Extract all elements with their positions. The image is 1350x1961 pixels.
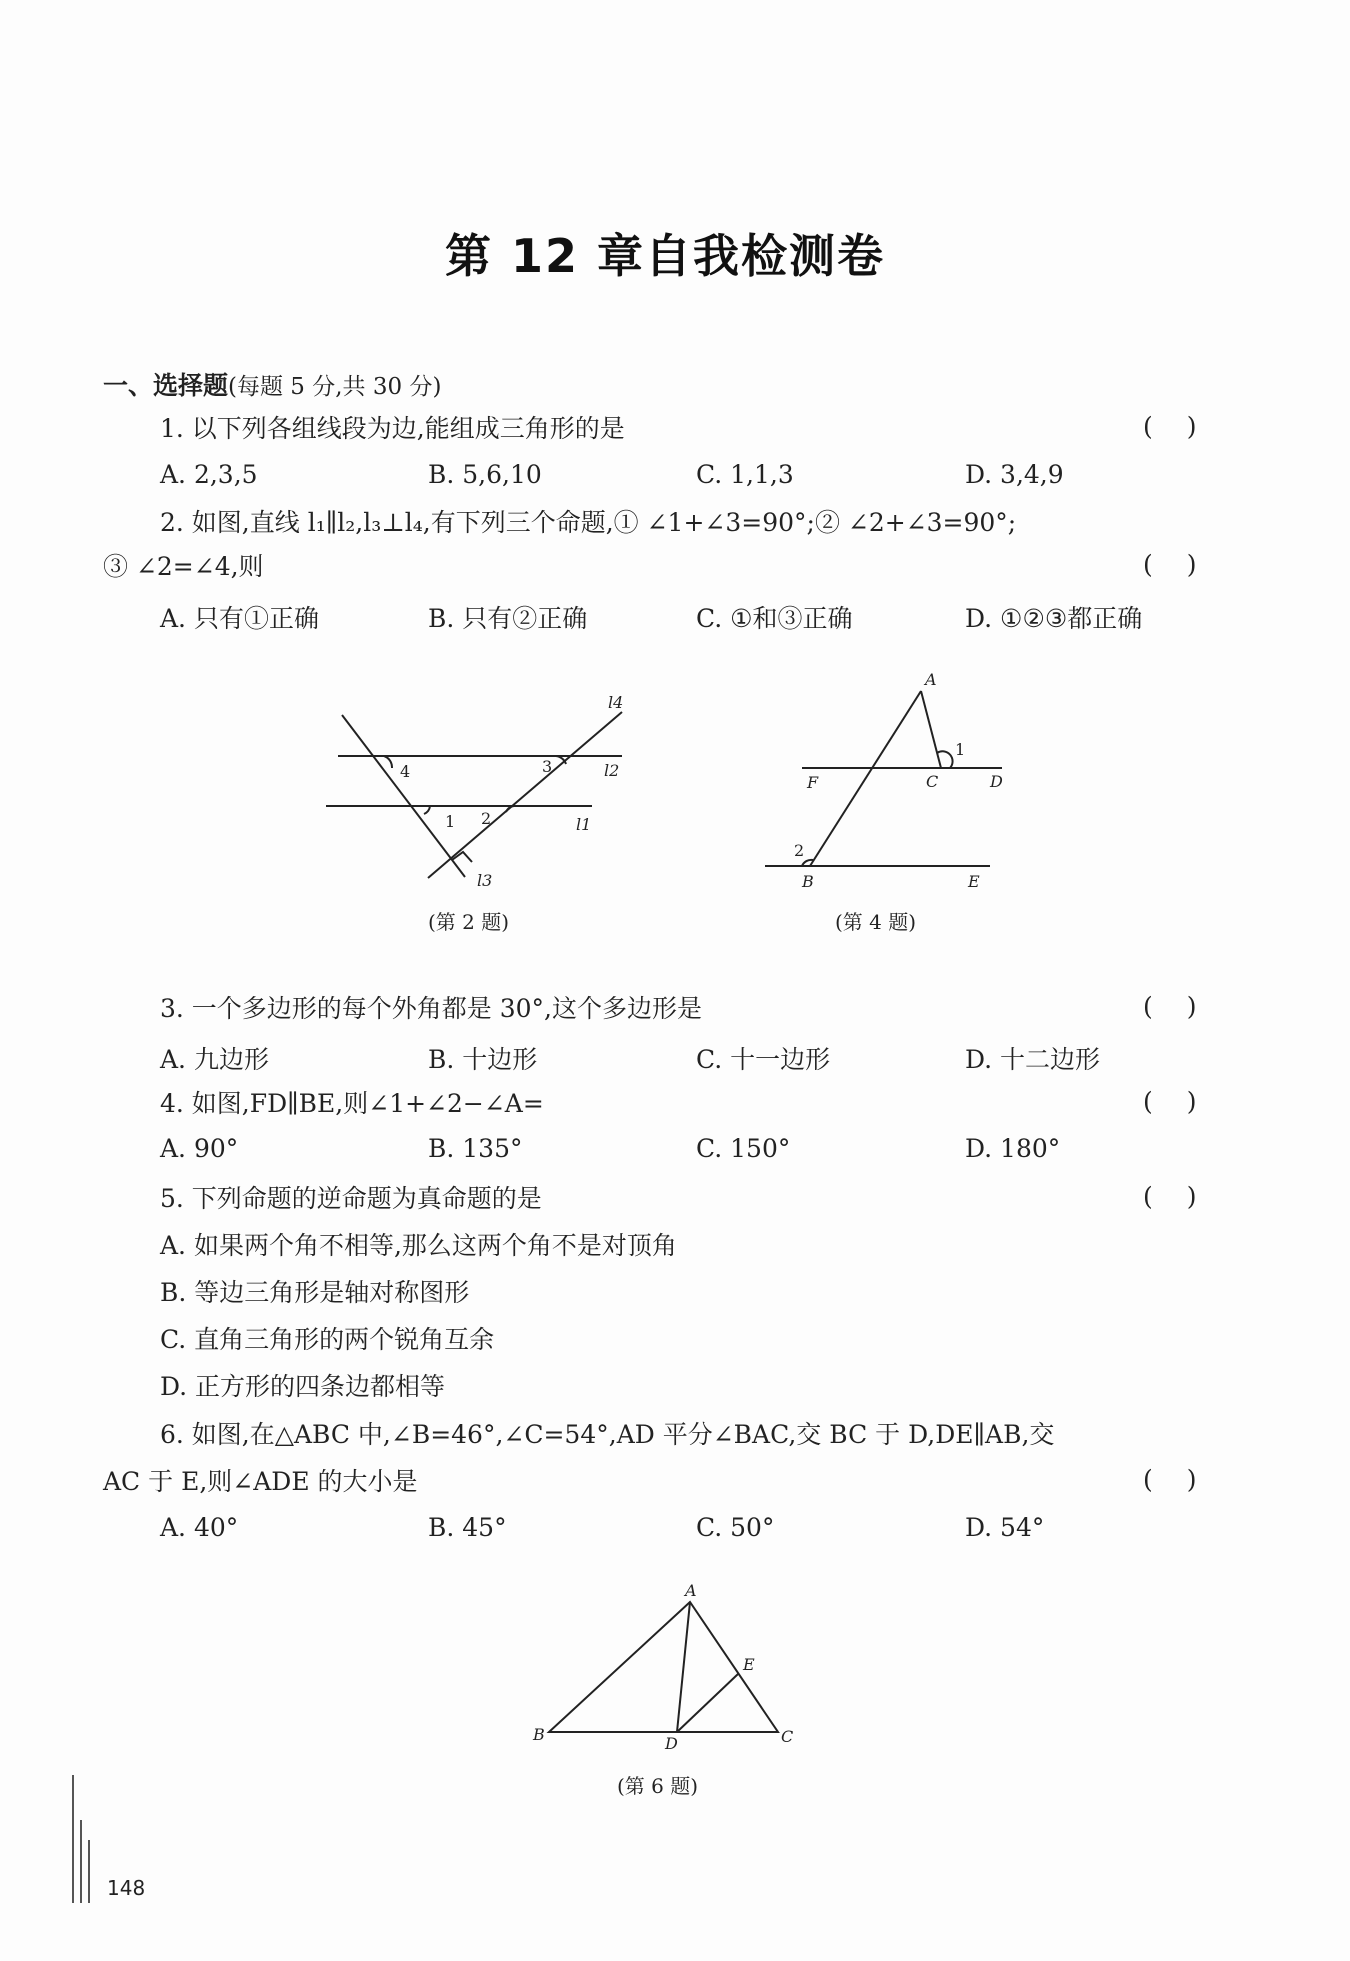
option-b: B. 45° [428,1513,507,1542]
figure-2 [310,690,640,900]
question-2-line-1: 2. 如图,直线 l₁∥l₂,l₃⊥l₄,有下列三个命题,① ∠1+∠3=90°;② ∠2+∠3=90°; [160,508,1017,537]
question-5: 5. 下列命题的逆命题为真命题的是 [160,1184,542,1213]
option-b: B. 十边形 [428,1045,538,1074]
label-l3: l3 [477,871,493,890]
figure-6 [525,1580,805,1755]
options-3 [160,1040,1240,1074]
label-e: E [968,872,980,891]
label-a: A [685,1581,697,1600]
page-title: 第 12 章自我检测卷 [444,229,886,283]
option-a: A. 90° [160,1134,239,1163]
option-c: C. 直角三角形的两个锐角互余 [160,1325,495,1354]
segment-ba [810,691,921,866]
answer-paren-2: () [1143,550,1231,579]
margin-rule [88,1840,90,1903]
label-angle-4: 4 [400,762,411,781]
option-a: A. 如果两个角不相等,那么这两个角不是对顶角 [160,1231,677,1260]
label-f: F [807,773,819,792]
margin-rule [72,1775,74,1903]
option-c: C. 150° [696,1134,791,1163]
option-c: C. 50° [696,1513,775,1542]
question-3: 3. 一个多边形的每个外角都是 30°,这个多边形是 [160,994,703,1023]
label-c: C [781,1727,794,1746]
section-note: (每题 5 分,共 30 分) [228,374,442,400]
page-number: 148 [107,1876,146,1900]
option-d: D. 180° [965,1134,1061,1163]
label-d: D [990,772,1003,791]
question-6-line-2: AC 于 E,则∠ADE 的大小是 [103,1467,418,1496]
label-l1: l1 [576,815,592,834]
options-2 [160,599,1240,633]
option-d: D. 54° [965,1513,1045,1542]
figure-2-caption: (第 2 题) [428,910,510,934]
label-b: B [533,1725,545,1744]
option-d: D. 正方形的四条边都相等 [160,1372,446,1401]
answer-paren-6: () [1143,1465,1231,1494]
label-angle-2: 2 [794,841,805,860]
option-a: A. 40° [160,1513,239,1542]
option-c: C. 1,1,3 [696,460,794,489]
answer-paren-5: () [1143,1182,1231,1211]
label-d: D [665,1734,678,1753]
options-6 [160,1513,1240,1547]
line-l4 [428,712,622,878]
margin-rule [80,1820,82,1903]
option-a: A. 九边形 [160,1045,269,1074]
label-angle-1: 1 [445,812,456,831]
option-b: B. 等边三角形是轴对称图形 [160,1278,470,1307]
label-l2: l2 [604,761,620,780]
figure-6-caption: (第 6 题) [617,1774,699,1798]
label-a: A [925,670,937,689]
label-e: E [743,1655,755,1674]
options-4 [160,1134,1240,1168]
option-b: B. 5,6,10 [428,460,542,489]
answer-paren-3: () [1143,992,1231,1021]
label-angle-1: 1 [955,740,966,759]
option-a: A. 只有①正确 [160,604,319,633]
right-angle-mark [452,852,472,862]
angle-mark-4 [384,756,392,768]
options-1 [160,460,1240,494]
segment-ad [677,1602,690,1732]
question-2-line-2: ③ ∠2=∠4,则 [103,552,264,581]
label-c: C [926,772,939,791]
label-angle-2: 2 [481,809,492,828]
question-4: 4. 如图,FD∥BE,则∠1+∠2−∠A= [160,1089,544,1118]
option-b: B. 135° [428,1134,523,1163]
option-a: A. 2,3,5 [160,460,258,489]
option-c: C. 十一边形 [696,1045,831,1074]
option-c: C. ①和③正确 [696,604,853,633]
line-l3 [342,715,465,877]
option-d: D. 3,4,9 [965,460,1064,489]
figure-4 [750,665,1030,905]
question-6-line-1: 6. 如图,在△ABC 中,∠B=46°,∠C=54°,AD 平分∠BAC,交 BC 于 D,DE∥AB,交 [160,1420,1055,1449]
section-heading [103,366,441,402]
label-l4: l4 [608,693,624,712]
answer-paren-4: () [1143,1087,1231,1116]
label-b: B [802,872,814,891]
answer-paren-1: () [1143,412,1231,441]
section-name: 一、选择题 [103,371,229,400]
figure-4-caption: (第 4 题) [835,910,917,934]
angle-mark-1 [424,806,430,814]
segment-de [677,1674,738,1732]
question-1: 1. 以下列各组线段为边,能组成三角形的是 [160,414,625,443]
angle-mark-3 [556,756,566,764]
segment-ac [921,691,941,768]
option-b: B. 只有②正确 [428,604,588,633]
option-d: D. ①②③都正确 [965,604,1143,633]
label-angle-3: 3 [542,757,553,776]
option-d: D. 十二边形 [965,1045,1101,1074]
